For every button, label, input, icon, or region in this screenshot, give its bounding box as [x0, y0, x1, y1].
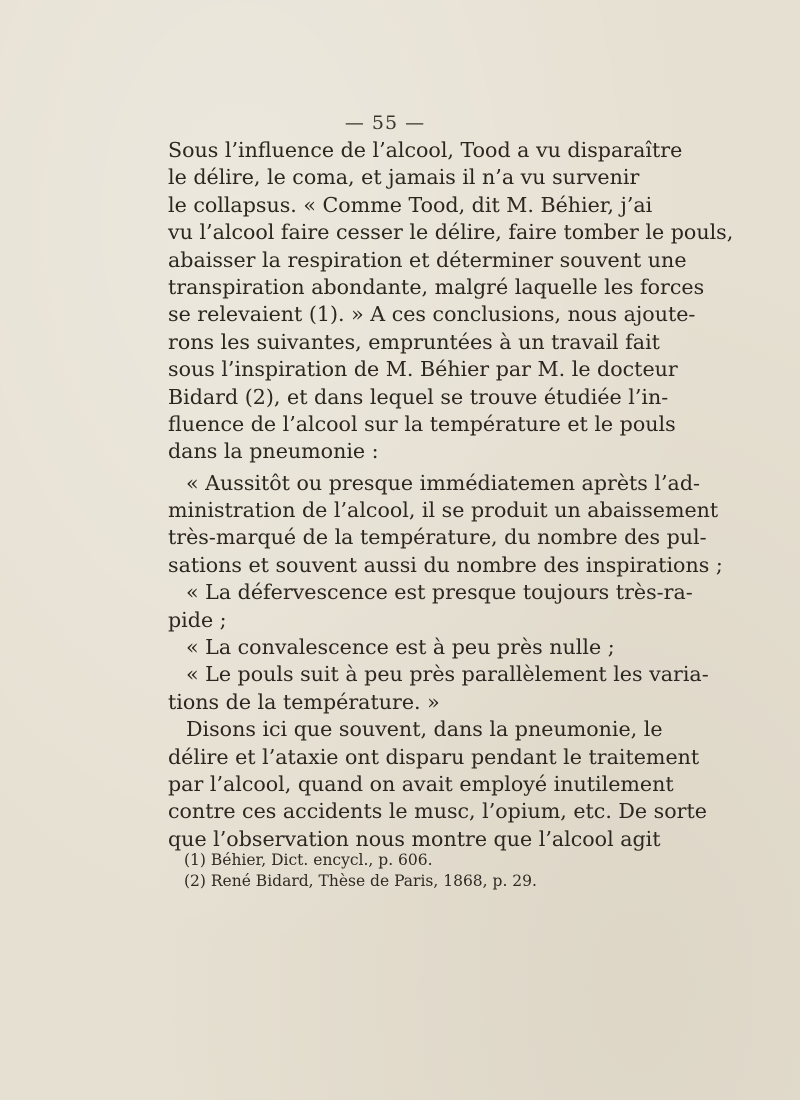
body-line: le délire, le coma, et jamais il n’a vu survenir	[168, 165, 640, 190]
body-line: Sous l’influence de l’alcool, Tood a vu disparaître	[168, 138, 683, 162]
quote-line: ministration de l’alcool, il se produit un abaissement	[168, 498, 719, 523]
quote-line: pide ;	[168, 607, 227, 632]
body-line: se relevaient (1). » A ces conclusions, nous ajoute-	[168, 302, 696, 327]
body-line: Bidard (2), et dans lequel se trouve étudiée l’in-	[168, 384, 669, 409]
body-line: rons les suivantes, empruntées à un travail fait	[168, 329, 660, 354]
footnote: (1) Béhier, Dict. encycl., p. 606.	[184, 851, 433, 869]
quote-line: très-marqué de la température, du nombre des pul-	[168, 525, 707, 550]
body-line: transpiration abondante, malgré laquelle les forces	[168, 274, 705, 299]
quote-line: « La convalescence est à peu près nulle ;	[186, 635, 615, 660]
body-line: contre ces accidents le musc, l’opium, etc. De sorte	[168, 799, 707, 824]
body-line: dans la pneumonie :	[168, 439, 379, 464]
body-line: abaisser la respiration et déterminer souvent une	[168, 247, 687, 272]
quote-line: tions de la température. »	[168, 689, 440, 714]
footnotes	[184, 850, 604, 891]
body-line: le collapsus. « Comme Tood, dit M. Béhier, j’ai	[168, 192, 653, 217]
page-number: — 55 —	[344, 112, 426, 134]
body-line: sous l’inspiration de M. Béhier par M. le docteur	[168, 357, 678, 382]
quote-line: « La défervescence est presque toujours très-ra-	[186, 580, 693, 605]
body-text	[168, 137, 734, 853]
quote-line: « Aussitôt ou presque immédiatemen aprèts l’ad-	[186, 470, 700, 495]
body-line: par l’alcool, quand on avait employé inutilement	[168, 771, 674, 796]
body-line: que l’observation nous montre que l’alcool agit	[168, 826, 661, 851]
quote-line: « Le pouls suit à peu près parallèlement les varia-	[186, 662, 709, 687]
body-line: Disons ici que souvent, dans la pneumonie, le	[186, 717, 663, 742]
footnote: (2) René Bidard, Thèse de Paris, 1868, p. 29.	[184, 871, 537, 890]
body-line: vu l’alcool faire cesser le délire, faire tomber le pouls,	[168, 220, 734, 245]
body-line: délire et l’ataxie ont disparu pendant le traitement	[168, 744, 700, 769]
quote-line: sations et souvent aussi du nombre des inspirations ;	[168, 552, 723, 577]
body-line: fluence de l’alcool sur la température et le pouls	[168, 411, 676, 436]
